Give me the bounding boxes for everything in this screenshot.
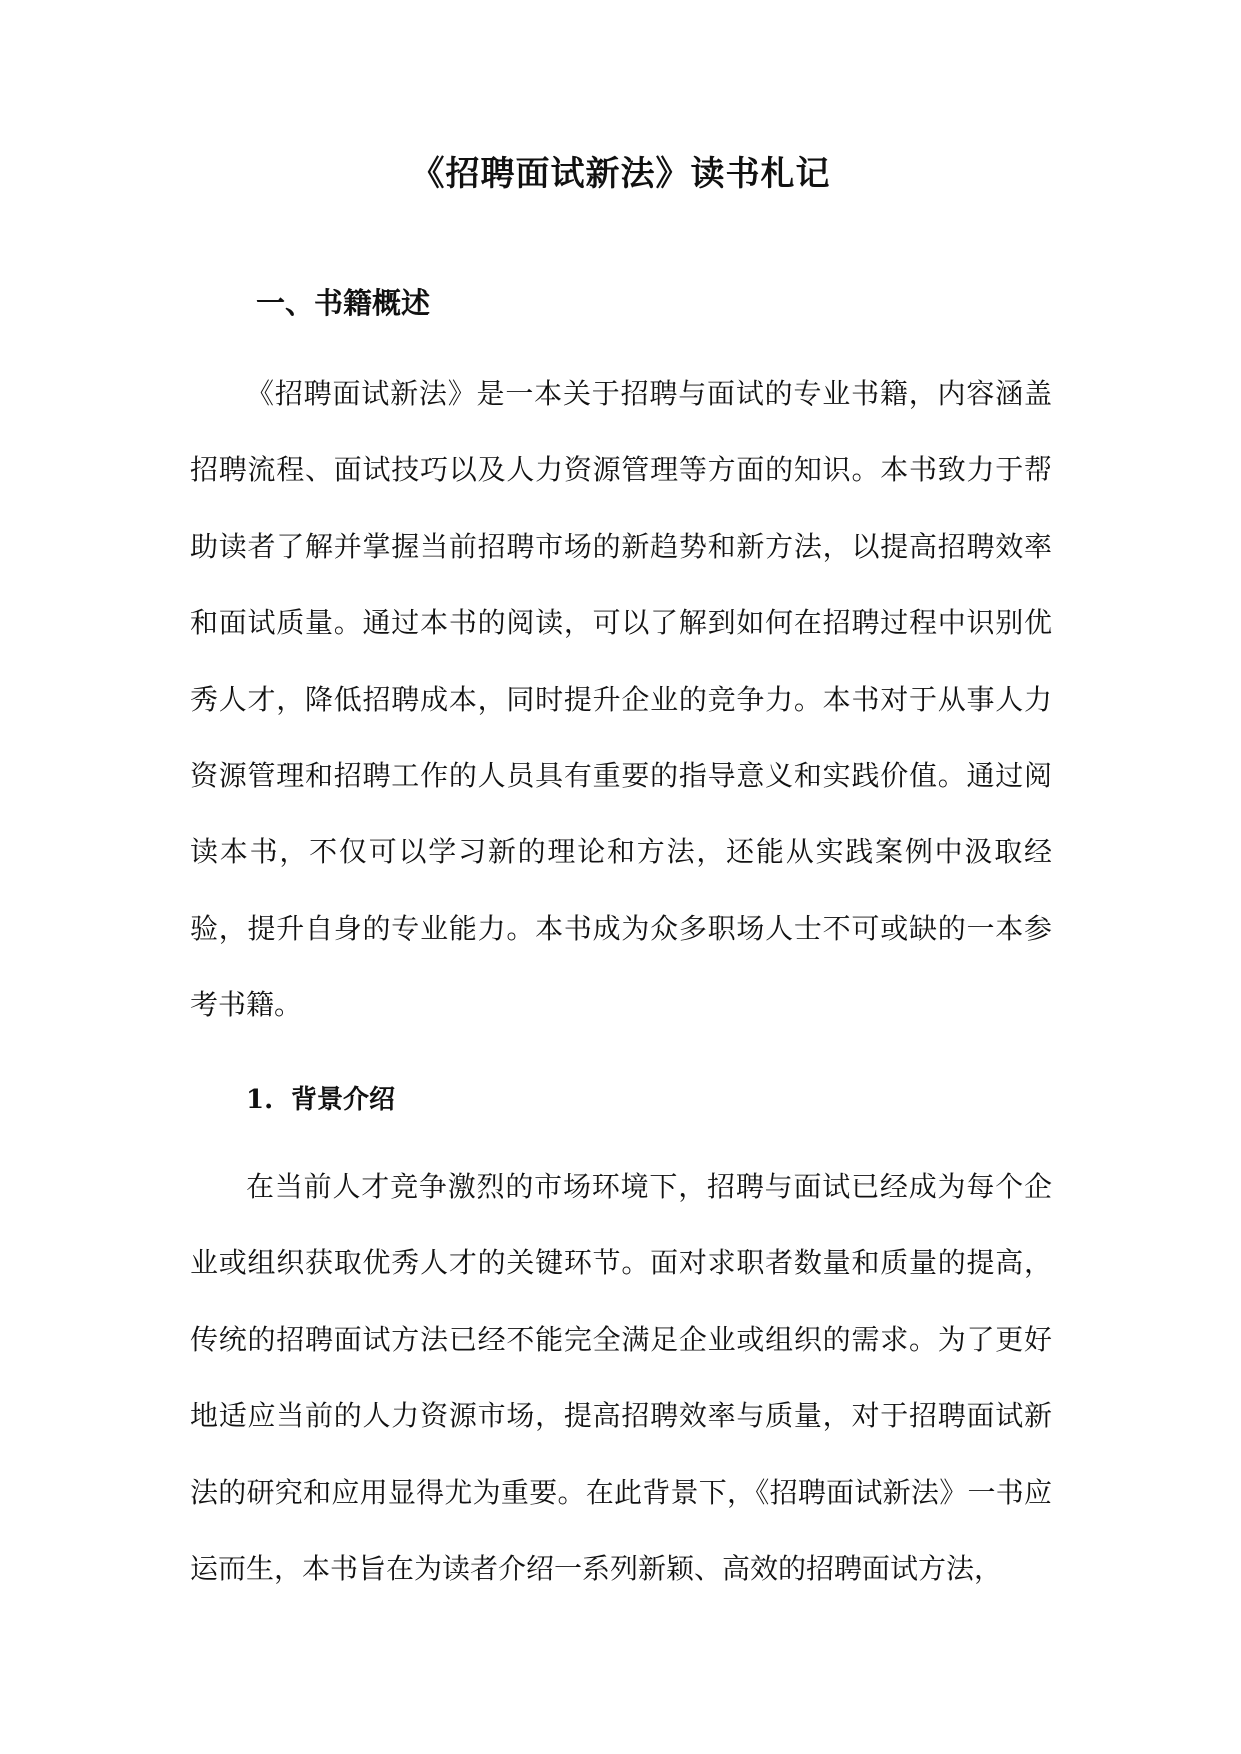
subsection-heading [246, 1082, 395, 1118]
subsection-title: 背景介绍 [291, 1085, 396, 1115]
subsection-number: 1. [246, 1085, 274, 1115]
subsection-paragraph: 在当前人才竞争激烈的市场环境下，招聘与面试已经成为每个企业或组织获取优秀人才的关键环节。面对求职者数量和质量的提高，传统的招聘面试方法已经不能完全满足企业或组织的需求。为了更好地适应当前的人力资源市场，提高招聘效率与质量，对于招聘面试新法的研究和应用显得尤为重要。在此背景下，《招聘面试新法》一书应运而生，本书旨在为读者介绍一系列新颖、高效的招聘面试方法， [190, 1170, 1052, 1586]
page-title: 《招聘面试新法》读书札记 [410, 154, 831, 194]
section-heading: 一、书籍概述 [256, 286, 431, 320]
section-paragraph: 《招聘面试新法》是一本关于招聘与面试的专业书籍，内容涵盖招聘流程、面试技巧以及人力资源管理等方面的知识。本书致力于帮助读者了解并掌握当前招聘市场的新趋势和新方法，以提高招聘效率和面试质量。通过本书的阅读，可以了解到如何在招聘过程中识别优秀人才，降低招聘成本，同时提升企业的竞争力。本书对于从事人力资源管理和招聘工作的人员具有重要的指导意义和实践价值。通过阅读本书，不仅可以学习新的理论和方法，还能从实践案例中汲取经验，提升自身的专业能力。本书成为众多职场人士不可或缺的一本参考书籍。 [190, 377, 1052, 1022]
